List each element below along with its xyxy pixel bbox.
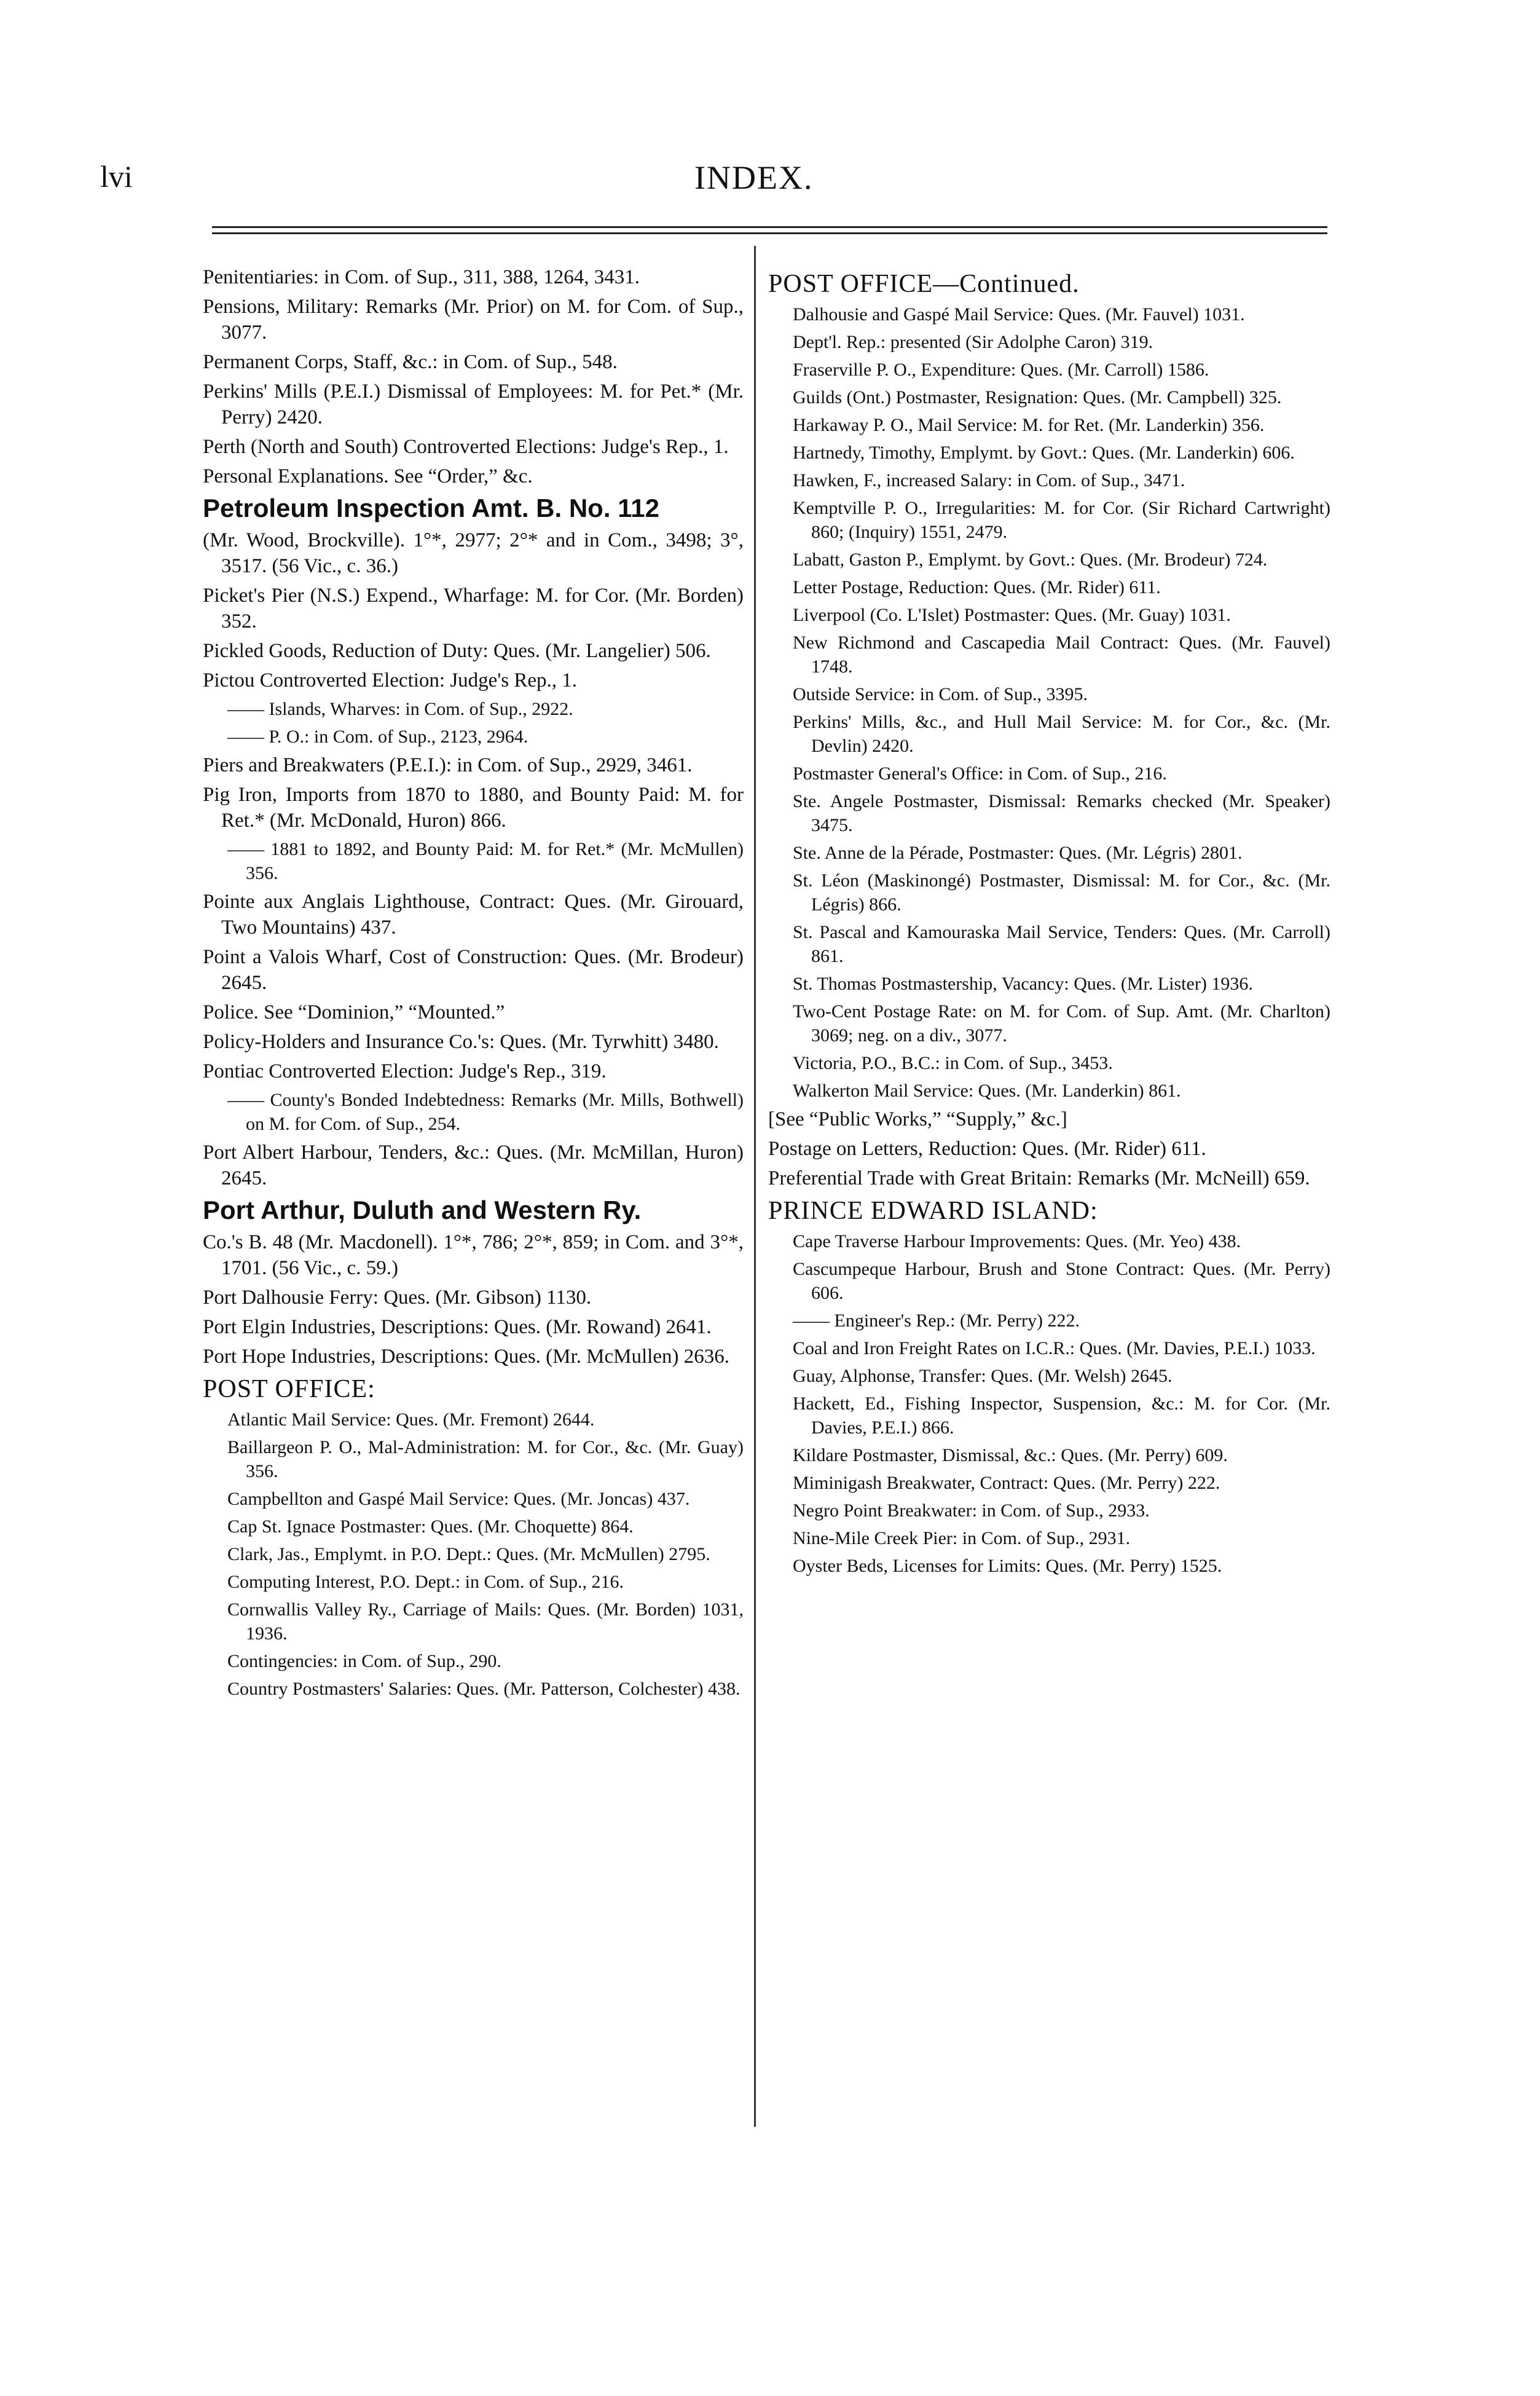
index-entry: Pontiac Controverted Election: Judge's Rep., 319. bbox=[203, 1060, 607, 1082]
index-subentry: —— Islands, Wharves: in Com. of Sup., 2922. bbox=[227, 699, 573, 719]
header-rule-bottom bbox=[212, 232, 1327, 234]
index-subentry: Harkaway P. O., Mail Service: M. for Ret. (Mr. Landerkin) 356. bbox=[793, 415, 1265, 435]
section-heading: POST OFFICE: bbox=[203, 1375, 375, 1403]
index-subentry: Ste. Anne de la Pérade, Postmaster: Ques. (Mr. Légris) 2801. bbox=[793, 843, 1243, 863]
index-subentry: —— Engineer's Rep.: (Mr. Perry) 222. bbox=[793, 1310, 1080, 1331]
bill-entry: Port Arthur, Duluth and Western Ry. bbox=[203, 1196, 642, 1224]
index-subentry: Hackett, Ed., Fishing Inspector, Suspension, &c.: M. for Cor. (Mr. Davies, P.E.I.) 866. bbox=[793, 1393, 1330, 1438]
index-entry: Picket's Pier (N.S.) Expend., Wharfage: M. for Cor. (Mr. Borden) 352. bbox=[203, 585, 744, 632]
index-subentry: Hartnedy, Timothy, Emplymt. by Govt.: Ques. (Mr. Landerkin) 606. bbox=[793, 443, 1295, 463]
index-entry: (Mr. Wood, Brockville). 1°*, 2977; 2°* and in Com., 3498; 3°, 3517. (56 Vic., c. 36.) bbox=[203, 529, 744, 577]
index-entry: Port Albert Harbour, Tenders, &c.: Ques. (Mr. McMillan, Huron) 2645. bbox=[203, 1141, 744, 1189]
index-subentry: St. Thomas Postmastership, Vacancy: Ques. (Mr. Lister) 1936. bbox=[793, 974, 1253, 994]
index-subentry: —— 1881 to 1892, and Bounty Paid: M. for Ret.* (Mr. McMullen) 356. bbox=[227, 839, 744, 883]
index-entry: Personal Explanations. See “Order,” &c. bbox=[203, 465, 533, 487]
index-subentry: Cap St. Ignace Postmaster: Ques. (Mr. Choquette) 864. bbox=[227, 1516, 634, 1537]
index-subentry: Atlantic Mail Service: Ques. (Mr. Fremont) 2644. bbox=[227, 1409, 595, 1430]
index-subentry: —— County's Bonded Indebtedness: Remarks (Mr. Mills, Bothwell) on M. for Com. of Sup., 254. bbox=[227, 1090, 744, 1134]
index-subentry: —— P. O.: in Com. of Sup., 2123, 2964. bbox=[227, 727, 528, 747]
index-subentry: Guilds (Ont.) Postmaster, Resignation: Ques. (Mr. Campbell) 325. bbox=[793, 387, 1282, 408]
index-subentry: Cape Traverse Harbour Improvements: Ques. (Mr. Yeo) 438. bbox=[793, 1231, 1241, 1251]
index-subentry: Outside Service: in Com. of Sup., 3395. bbox=[793, 684, 1088, 704]
right-column bbox=[768, 264, 1330, 1582]
index-entry: Pictou Controverted Election: Judge's Rep., 1. bbox=[203, 669, 578, 692]
index-entry: Port Elgin Industries, Descriptions: Ques. (Mr. Rowand) 2641. bbox=[203, 1316, 712, 1338]
index-subentry: Postmaster General's Office: in Com. of Sup., 216. bbox=[793, 763, 1167, 784]
index-subentry: Two-Cent Postage Rate: on M. for Com. of Sup. Amt. (Mr. Charlton) 3069; neg. on a div., 3077. bbox=[793, 1001, 1330, 1046]
index-entry: Pig Iron, Imports from 1870 to 1880, and Bounty Paid: M. for Ret.* (Mr. McDonald, Huron) 866. bbox=[203, 784, 744, 832]
index-entry: Preferential Trade with Great Britain: Remarks (Mr. McNeill) 659. bbox=[768, 1167, 1310, 1189]
index-entry: Port Dalhousie Ferry: Ques. (Mr. Gibson) 1130. bbox=[203, 1287, 592, 1309]
index-subentry: Letter Postage, Reduction: Ques. (Mr. Rider) 611. bbox=[793, 577, 1161, 597]
index-subentry: St. Léon (Maskinongé) Postmaster, Dismissal: M. for Cor., &c. (Mr. Légris) 866. bbox=[793, 870, 1330, 915]
index-subentry: Nine-Mile Creek Pier: in Com. of Sup., 2931. bbox=[793, 1528, 1131, 1548]
bill-entry: Petroleum Inspection Amt. B. No. 112 bbox=[203, 494, 659, 522]
index-entry: Perkins' Mills (P.E.I.) Dismissal of Employees: M. for Pet.* (Mr. Perry) 2420. bbox=[203, 380, 744, 428]
index-subentry: Victoria, P.O., B.C.: in Com. of Sup., 3453. bbox=[793, 1053, 1113, 1073]
index-subentry: Dalhousie and Gaspé Mail Service: Ques. (Mr. Fauvel) 1031. bbox=[793, 304, 1245, 325]
index-entry: Police. See “Dominion,” “Mounted.” bbox=[203, 1001, 505, 1023]
section-heading: POST OFFICE—Continued. bbox=[768, 270, 1080, 298]
index-subentry: Dept'l. Rep.: presented (Sir Adolphe Caron) 319. bbox=[793, 332, 1153, 352]
index-subentry: Liverpool (Co. L'Islet) Postmaster: Ques. (Mr. Guay) 1031. bbox=[793, 605, 1231, 625]
index-subentry: Miminigash Breakwater, Contract: Ques. (Mr. Perry) 222. bbox=[793, 1473, 1220, 1493]
index-subentry: Oyster Beds, Licenses for Limits: Ques. (Mr. Perry) 1525. bbox=[793, 1556, 1222, 1576]
index-subentry: Campbellton and Gaspé Mail Service: Ques. (Mr. Joncas) 437. bbox=[227, 1489, 690, 1509]
index-subentry: Hawken, F., increased Salary: in Com. of Sup., 3471. bbox=[793, 470, 1185, 491]
index-subentry: Walkerton Mail Service: Ques. (Mr. Landerkin) 861. bbox=[793, 1081, 1181, 1101]
left-column bbox=[203, 264, 744, 1704]
index-entry: Postage on Letters, Reduction: Ques. (Mr. Rider) 611. bbox=[768, 1138, 1206, 1160]
index-entry: Permanent Corps, Staff, &c.: in Com. of Sup., 548. bbox=[203, 351, 618, 373]
column-divider bbox=[754, 246, 756, 2127]
index-entry: [See “Public Works,” “Supply,” &c.] bbox=[768, 1108, 1067, 1130]
index-entry: Policy-Holders and Insurance Co.'s: Ques. (Mr. Tyrwhitt) 3480. bbox=[203, 1031, 719, 1053]
index-subentry: Computing Interest, P.O. Dept.: in Com. of Sup., 216. bbox=[227, 1572, 624, 1592]
index-entry: Perth (North and South) Controverted Elections: Judge's Rep., 1. bbox=[203, 436, 729, 458]
index-subentry: Cascumpeque Harbour, Brush and Stone Contract: Ques. (Mr. Perry) 606. bbox=[793, 1259, 1330, 1303]
index-subentry: Guay, Alphonse, Transfer: Ques. (Mr. Welsh) 2645. bbox=[793, 1366, 1173, 1386]
index-subentry: Fraserville P. O., Expenditure: Ques. (Mr. Carroll) 1586. bbox=[793, 360, 1209, 380]
index-subentry: Perkins' Mills, &c., and Hull Mail Service: M. for Cor., &c. (Mr. Devlin) 2420. bbox=[793, 712, 1330, 756]
index-subentry: New Richmond and Cascapedia Mail Contract: Ques. (Mr. Fauvel) 1748. bbox=[793, 632, 1330, 677]
index-subentry: Labatt, Gaston P., Emplymt. by Govt.: Ques. (Mr. Brodeur) 724. bbox=[793, 550, 1268, 570]
index-subentry: Kildare Postmaster, Dismissal, &c.: Ques. (Mr. Perry) 609. bbox=[793, 1445, 1228, 1465]
index-entry: Penitentiaries: in Com. of Sup., 311, 388, 1264, 3431. bbox=[203, 266, 640, 288]
section-heading: PRINCE EDWARD ISLAND: bbox=[768, 1197, 1098, 1225]
index-entry: Point a Valois Wharf, Cost of Construction: Ques. (Mr. Brodeur) 2645. bbox=[203, 946, 744, 994]
index-subentry: Kemptville P. O., Irregularities: M. for Cor. (Sir Richard Cartwright) 860; (Inquiry) 1551, 2479. bbox=[793, 498, 1330, 542]
index-subentry: Clark, Jas., Emplymt. in P.O. Dept.: Ques. (Mr. McMullen) 2795. bbox=[227, 1544, 710, 1564]
index-subentry: Contingencies: in Com. of Sup., 290. bbox=[227, 1651, 501, 1671]
index-subentry: St. Pascal and Kamouraska Mail Service, Tenders: Ques. (Mr. Carroll) 861. bbox=[793, 922, 1330, 966]
index-entry: Port Hope Industries, Descriptions: Ques. (Mr. McMullen) 2636. bbox=[203, 1346, 729, 1368]
index-subentry: Negro Point Breakwater: in Com. of Sup., 2933. bbox=[793, 1500, 1150, 1521]
index-subentry: Country Postmasters' Salaries: Ques. (Mr. Patterson, Colchester) 438. bbox=[227, 1679, 741, 1699]
page-number: lvi bbox=[100, 159, 133, 194]
header-rule-top bbox=[212, 226, 1327, 228]
index-entry: Co.'s B. 48 (Mr. Macdonell). 1°*, 786; 2°*, 859; in Com. and 3°*, 1701. (56 Vic., c. 59.) bbox=[203, 1231, 744, 1279]
index-entry: Pointe aux Anglais Lighthouse, Contract: Ques. (Mr. Girouard, Two Mountains) 437. bbox=[203, 891, 744, 939]
index-subentry: Ste. Angele Postmaster, Dismissal: Remarks checked (Mr. Speaker) 3475. bbox=[793, 791, 1330, 835]
index-entry: Pensions, Military: Remarks (Mr. Prior) on M. for Com. of Sup., 3077. bbox=[203, 296, 744, 344]
running-head: INDEX. bbox=[694, 159, 814, 196]
index-subentry: Baillargeon P. O., Mal-Administration: M. for Cor., &c. (Mr. Guay) 356. bbox=[227, 1437, 744, 1481]
index-entry: Pickled Goods, Reduction of Duty: Ques. (Mr. Langelier) 506. bbox=[203, 640, 711, 662]
index-entry: Piers and Breakwaters (P.E.I.): in Com. of Sup., 2929, 3461. bbox=[203, 754, 693, 776]
index-subentry: Coal and Iron Freight Rates on I.C.R.: Ques. (Mr. Davies, P.E.I.) 1033. bbox=[793, 1338, 1316, 1358]
index-subentry: Cornwallis Valley Ry., Carriage of Mails: Ques. (Mr. Borden) 1031, 1936. bbox=[227, 1599, 744, 1644]
